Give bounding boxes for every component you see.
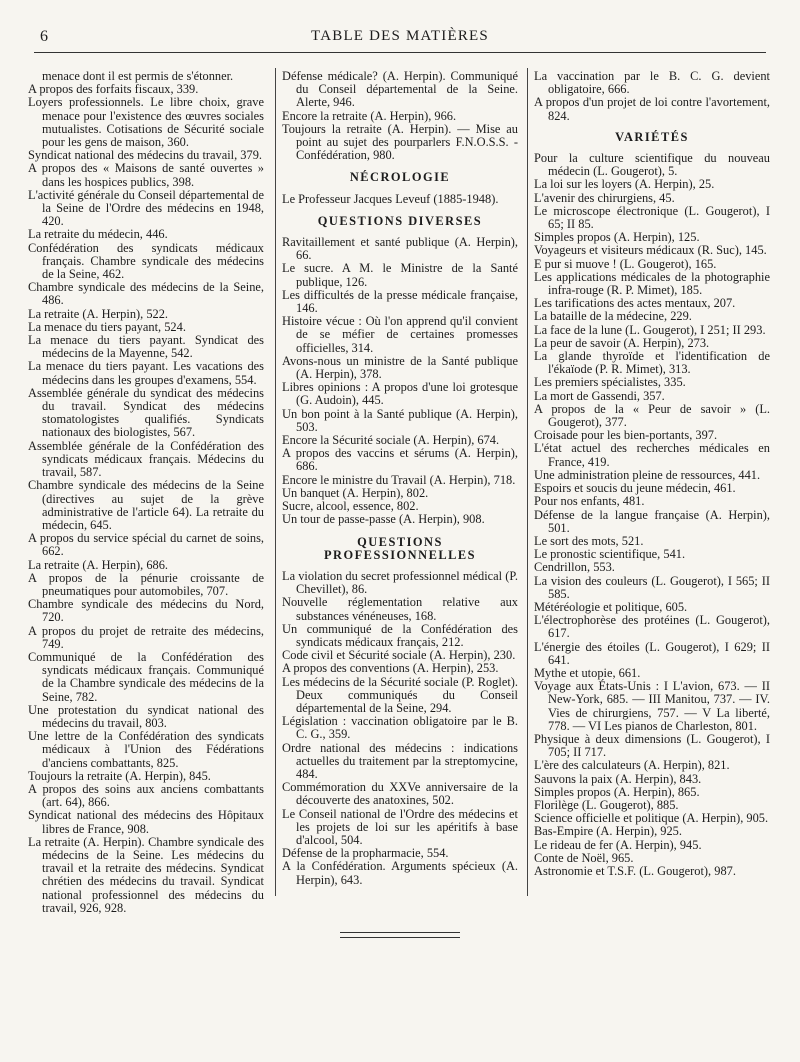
- index-entry: Une administration pleine de ressources, 441.: [534, 467, 761, 482]
- header-rule: [34, 52, 766, 53]
- index-entry: Bas-Empire (A. Herpin), 925.: [534, 824, 682, 839]
- section-heading-questions-professionnelles: QUESTIONS PROFESSIONNELLES: [323, 534, 477, 562]
- index-entry: Les médecins de la Sécurité sociale (P. Roglet). Deux communiqués du Conseil départemental de la Seine, 294.: [282, 674, 518, 715]
- index-entry: La retraite (A. Herpin). Chambre syndicale des médecins de la Seine. Les médecins du travail et la retraite des médecins. Syndicat chrétien des médecins du travail. Syndicat national professionnel des médecins du travail, 926, 928.: [28, 834, 264, 915]
- index-entry: Syndicat national des médecins du travail, 379.: [28, 148, 262, 163]
- index-entry: L'ère des calculateurs (A. Herpin), 821.: [534, 758, 730, 773]
- index-entry: La vision des couleurs (L. Gougerot), I 565; II 585.: [534, 573, 770, 601]
- index-entry: A propos de la pénurie croissante de pneumatiques pour automobiles, 707.: [28, 570, 264, 598]
- index-entry: Ravitaillement et santé publique (A. Herpin), 66.: [282, 235, 518, 263]
- index-entry: Encore la Sécurité sociale (A. Herpin), 674.: [282, 433, 500, 448]
- index-entry: A propos des forfaits fiscaux, 339.: [28, 82, 199, 97]
- index-entry: Cendrillon, 553.: [534, 560, 615, 575]
- index-entry: Simples propos (A. Herpin), 865.: [534, 784, 700, 799]
- index-entry: Science officielle et politique (A. Herpin), 905.: [534, 811, 769, 826]
- page-header: [40, 28, 760, 50]
- index-entry: L'énergie des étoiles (L. Gougerot), I 629; II 641.: [534, 639, 770, 667]
- index-entry: Assemblée générale du syndicat des médecins du travail. Syndicat des médecins stomatologistes qualifiés. Syndicats nationaux des biologistes, 567.: [28, 385, 264, 440]
- index-entry: La glande thyroïde et l'identification de l'ékaïode (P. R. Mimet), 313.: [534, 349, 770, 377]
- index-entry: La loi sur les loyers (A. Herpin), 25.: [534, 177, 715, 192]
- index-entry: Défense de la propharmacie, 554.: [282, 846, 449, 861]
- index-entry: Assemblée générale de la Confédération des syndicats médicaux français. Médecins du travail, 587.: [28, 438, 264, 480]
- index-entry: Encore la retraite (A. Herpin), 966.: [282, 108, 457, 123]
- index-entry: Législation : vaccination obligatoire par le B. C. G., 359.: [282, 714, 518, 742]
- index-entry: La retraite du médecin, 446.: [28, 227, 168, 242]
- index-entry: Le microscope électronique (L. Gougerot), I 65; II 85.: [534, 203, 770, 232]
- index-entry: Avons-nous un ministre de la Santé publique (A. Herpin), 378.: [282, 353, 518, 382]
- index-entry: menace dont il est permis de s'étonner.: [42, 69, 234, 83]
- index-entry: La violation du secret professionnel médical (P. Chevillet), 86.: [282, 568, 518, 597]
- section-heading-varietes: VARIÉTÉS: [615, 129, 689, 144]
- index-entry: Espoirs et soucis du jeune médecin, 461.: [534, 481, 736, 496]
- index-entry: Sucre, alcool, essence, 802.: [282, 499, 419, 514]
- index-entry: Croisade pour les bien-portants, 397.: [534, 428, 718, 443]
- index-entry: Un tour de passe-passe (A. Herpin), 908.: [282, 512, 485, 527]
- index-entry: Les premiers spécialistes, 335.: [534, 375, 686, 390]
- index-entry: Florilège (L. Gougerot), 885.: [534, 797, 679, 812]
- index-entry: Une protestation du syndicat national des médecins du travail, 803.: [28, 702, 264, 730]
- index-entry: Le sucre. A M. le Ministre de la Santé publique, 126.: [282, 261, 518, 289]
- index-entry: Chambre syndicale des médecins de la Seine, 486.: [28, 280, 264, 308]
- index-entry: Commémoration du XXVe anniversaire de la découverte des anatoxines, 502.: [282, 780, 518, 808]
- index-entry: L'avenir des chirurgiens, 45.: [534, 190, 675, 205]
- index-entry: A propos du service spécial du carnet de soins, 662.: [28, 531, 264, 559]
- index-entry: Le sort des mots, 521.: [534, 533, 644, 548]
- index-entry: Pour nos enfants, 481.: [534, 494, 645, 509]
- column-divider: [527, 68, 528, 896]
- index-entry: A la Confédération. Arguments spécieux (A. Herpin), 643.: [282, 859, 518, 887]
- index-entry: L'électrophorèse des protéines (L. Gougerot), 617.: [534, 613, 770, 641]
- index-entry: Conte de Noël, 965.: [534, 850, 634, 865]
- column-divider: [275, 68, 276, 896]
- index-entry: La mort de Gassendi, 357.: [534, 388, 665, 403]
- index-entry: Météréologie et politique, 605.: [534, 599, 688, 614]
- index-entry: A propos du projet de retraite des médecins, 749.: [28, 623, 264, 651]
- index-entry: Code civil et Sécurité sociale (A. Herpin), 230.: [282, 648, 516, 663]
- index-entry: Défense médicale? (A. Herpin). Communiqué du Conseil départemental de la Seine. Alerte, 946.: [282, 69, 518, 110]
- index-entry: Syndicat national des médecins des Hôpitaux libres de France, 908.: [28, 808, 264, 836]
- index-entry: Nouvelle réglementation relative aux substances vénéneuses, 168.: [282, 595, 518, 623]
- index-entry: Chambre syndicale des médecins de la Seine (directives au sujet de la grève administrative de l'article 64). La retraite du médecin, 645.: [28, 478, 264, 532]
- index-entry: Défense de la langue française (A. Herpin), 501.: [534, 507, 770, 535]
- index-entry: L'état actuel des recherches médicales en France, 419.: [534, 441, 770, 469]
- index-entry: Le rideau de fer (A. Herpin), 945.: [534, 837, 702, 852]
- index-entry: A propos des « Maisons de santé ouvertes » dans les hospices publics, 398.: [28, 161, 264, 189]
- section-heading-questions-diverses: QUESTIONS DIVERSES: [317, 213, 483, 228]
- index-entry: Les difficultés de la presse médicale française, 146.: [282, 287, 518, 316]
- column-left: [28, 70, 264, 915]
- index-entry: Simples propos (A. Herpin), 125.: [534, 230, 700, 245]
- index-entry: Loyers professionnels. Le libre choix, grave menace pour l'existence des œuvres sociales mutualistes. Cotisations de Sécurité sociale pour les gens de maison, 360.: [28, 95, 264, 150]
- index-entry: Confédération des syndicats médicaux français. Chambre syndicale des médecins de la Seine, 462.: [28, 240, 264, 282]
- page-title: TABLE DES MATIÈRES: [311, 28, 489, 44]
- section-heading-necrologie: NÉCROLOGIE: [349, 170, 451, 185]
- end-rule: [340, 932, 460, 942]
- column-middle: [282, 70, 518, 887]
- index-entry: Les applications médicales de la photographie infra-rouge (R. P. Mimet), 185.: [534, 269, 770, 298]
- index-entry: Le Professeur Jacques Leveuf (1885-1948).: [282, 191, 499, 206]
- index-entry: A propos des conventions (A. Herpin), 253.: [282, 661, 499, 676]
- index-entry: Histoire vécue : Où l'on apprend qu'il convient de se méfier de certaines promesses officielles, 314.: [282, 314, 518, 355]
- index-entry: La vaccination par le B. C. G. devient obligatoire, 666.: [534, 69, 770, 97]
- index-entry: E pur si muove ! (L. Gougerot), 165.: [534, 256, 717, 271]
- index-entry: Une lettre de la Confédération des syndicats médicaux à l'Union des Fédérations d'anciens combattants, 825.: [28, 729, 264, 770]
- index-entry: Voyage aux États-Unis : I L'avion, 673. — II New-York, 685. — III Manitou, 737. — IV. Vies de chirurgiens, 757. — V La liberté, 778. — VI Les pianos de Charleston, 801.: [534, 679, 770, 733]
- index-entry: La menace du tiers payant. Les vacations des médecins dans les groupes d'examens, 554.: [28, 359, 264, 387]
- column-right: [534, 70, 770, 878]
- index-entry: Libres opinions : A propos d'une loi grotesque (G. Audoin), 445.: [282, 380, 518, 408]
- index-entry: Toujours la retraite (A. Herpin), 845.: [28, 768, 211, 783]
- index-entry: La bataille de la médecine, 229.: [534, 309, 692, 324]
- index-entry: La menace du tiers payant, 524.: [28, 319, 186, 334]
- index-entry: Le Conseil national de l'Ordre des médecins et les projets de loi sur les apéritifs à base d'alcool, 504.: [282, 806, 518, 847]
- index-entry: Les tarifications des actes mentaux, 207.: [534, 296, 736, 311]
- index-entry: L'activité générale du Conseil départemental de la Seine de l'Ordre des médecins en 1948, 420.: [28, 187, 264, 229]
- index-entry: Chambre syndicale des médecins du Nord, 720.: [28, 597, 264, 625]
- index-entry: Sauvons la paix (A. Herpin), 843.: [534, 771, 702, 786]
- index-entry: Un banquet (A. Herpin), 802.: [282, 485, 429, 500]
- index-entry: A propos d'un projet de loi contre l'avortement, 824.: [534, 95, 770, 123]
- index-entry: Encore le ministre du Travail (A. Herpin), 718.: [282, 472, 516, 487]
- index-entry: Physique à deux dimensions (L. Gougerot), I 705; II 717.: [534, 731, 770, 760]
- index-entry: Le pronostic scientifique, 541.: [534, 547, 686, 562]
- index-entry: La peur de savoir (A. Herpin), 273.: [534, 335, 710, 350]
- index-entry: Communiqué de la Confédération des syndicats médicaux français. Communiqué de la Chambre syndicale des médecins de la Seine, 782.: [28, 649, 264, 704]
- index-entry: A propos des soins aux anciens combattants (art. 64), 866.: [28, 781, 264, 810]
- index-entry: Un communiqué de la Confédération des syndicats médicaux français, 212.: [282, 621, 518, 649]
- index-entry: Pour la culture scientifique du nouveau médecin (L. Gougerot), 5.: [534, 151, 770, 179]
- index-entry: Mythe et utopie, 661.: [534, 665, 641, 680]
- index-entry: Voyageurs et visiteurs médicaux (R. Suc), 145.: [534, 243, 767, 258]
- index-entry: La face de la lune (L. Gougerot), I 251; II 293.: [534, 322, 766, 337]
- index-entry: La retraite (A. Herpin), 522.: [28, 306, 169, 321]
- page-number: 6: [40, 28, 48, 45]
- index-entry: La menace du tiers payant. Syndicat des médecins de la Mayenne, 542.: [28, 333, 264, 361]
- index-entry: Un bon point à la Santé publique (A. Herpin), 503.: [282, 406, 518, 434]
- index-entry: La retraite (A. Herpin), 686.: [28, 557, 169, 572]
- index-entry: Astronomie et T.S.F. (L. Gougerot), 987.: [534, 863, 736, 878]
- end-rule-line: [340, 937, 460, 942]
- index-entry: Toujours la retraite (A. Herpin). — Mise au point au sujet des pourparlers F.N.O.S.S. - Confédération, 980.: [282, 121, 518, 163]
- index-entry: A propos de la « Peur de savoir » (L. Gougerot), 377.: [534, 401, 770, 430]
- index-entry: A propos des vaccins et sérums (A. Herpin), 686.: [282, 446, 518, 474]
- index-entry: Ordre national des médecins : indications actuelles du traitement par la streptomycine, 484.: [282, 740, 518, 781]
